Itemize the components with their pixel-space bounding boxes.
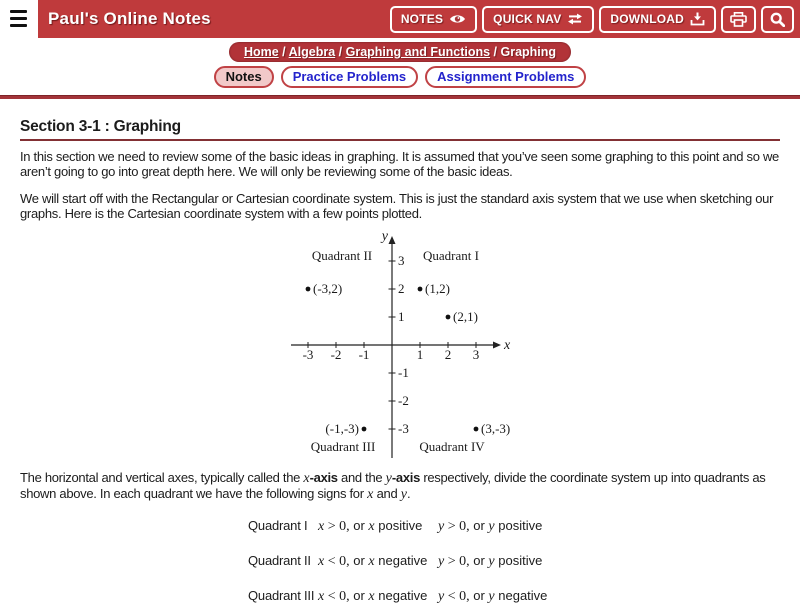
breadcrumb-current: Graphing <box>500 45 557 59</box>
notes-button[interactable] <box>390 6 477 33</box>
search-icon <box>770 12 785 27</box>
menu-button[interactable] <box>10 10 30 27</box>
print-icon <box>730 12 747 27</box>
quick-nav-button[interactable] <box>482 6 594 33</box>
coordinate-system-svg <box>275 227 525 465</box>
content <box>0 118 800 608</box>
paragraph-2: We will start off with the Rectangular or Cartesian coordinate system. This is just the standard axis system that we use when sketching our graphs. Here is the Cartesian coordinate system with a few points plotted. <box>20 191 774 221</box>
x-sign-expression: x < 0, or x negative <box>318 553 428 569</box>
notes-button-label: NOTES <box>400 12 444 26</box>
breadcrumb: Home / Algebra / Graphing and Functions / Graphing <box>229 42 571 62</box>
paragraph-3: The horizontal and vertical axes, typically called the x-axis and the y-axis respectively, divide the coordinate system up into quadrants as shown above. In each quadrant we have the following signs for x and y. <box>20 470 769 502</box>
cartesian-graph <box>20 227 780 465</box>
y-sign-expression: y > 0, or y positive <box>438 553 543 569</box>
svg-text:(3,-3): (3,-3) <box>481 421 511 436</box>
svg-text:Quadrant III: Quadrant III <box>310 439 376 454</box>
download-icon <box>690 12 705 26</box>
x-sign-expression: x > 0, or x positive <box>318 518 423 534</box>
section-heading: Section 3-1 : Graphing <box>20 118 780 141</box>
header-buttons <box>390 6 794 33</box>
math-x: x <box>367 487 374 502</box>
app-header <box>0 0 800 38</box>
svg-text:(2,1): (2,1) <box>453 309 478 324</box>
header-divider <box>0 95 800 99</box>
quick-nav-button-label: QUICK NAV <box>493 12 562 26</box>
svg-text:3: 3 <box>398 253 405 268</box>
svg-text:-2: -2 <box>398 393 409 408</box>
tab-practice-problems[interactable]: Practice Problems <box>281 66 418 88</box>
search-button[interactable] <box>761 6 794 33</box>
quadrant-sign-row-2 <box>248 553 780 573</box>
math-x: x <box>303 471 310 486</box>
svg-text:3: 3 <box>472 347 480 362</box>
paragraph-1: In this section we need to review some of the basic ideas in graphing. It is assumed that you’ve seen some graphing to this point and so we aren’t going to go into great depth here. We will only be reviewing some of the basic ideas. <box>20 149 779 179</box>
x-sign-expression: x < 0, or x negative <box>318 588 428 604</box>
svg-text:x: x <box>504 338 511 353</box>
quadrant-signs-list <box>248 518 780 608</box>
y-sign-expression: y < 0, or y negative <box>438 588 548 604</box>
eye-icon <box>449 13 466 25</box>
svg-text:(-1,-3): (-1,-3) <box>325 421 359 436</box>
svg-text:Quadrant IV: Quadrant IV <box>419 439 485 454</box>
swap-arrows-icon <box>567 13 583 25</box>
quadrant-sign-row-1 <box>248 518 780 538</box>
svg-text:1: 1 <box>398 309 405 324</box>
breadcrumb-separator: / <box>278 45 289 59</box>
tabs-row <box>0 66 800 88</box>
svg-text:-3: -3 <box>398 421 409 436</box>
site-title: Paul's Online Notes <box>48 9 211 28</box>
math-y: y <box>400 487 407 502</box>
svg-text:-1: -1 <box>398 365 409 380</box>
svg-text:-1: -1 <box>358 347 370 362</box>
tab-assignment-problems[interactable]: Assignment Problems <box>425 66 586 88</box>
math-y: y <box>385 471 392 486</box>
tab-notes[interactable]: Notes <box>214 66 274 88</box>
print-button[interactable] <box>721 6 756 33</box>
svg-text:Quadrant II: Quadrant II <box>311 248 373 263</box>
download-button[interactable] <box>599 6 716 33</box>
svg-text:y: y <box>381 229 388 244</box>
quadrant-sign-row-3 <box>248 588 780 608</box>
breadcrumb-link-graphing-and-functions[interactable]: Graphing and Functions <box>345 45 491 59</box>
svg-text:(-3,2): (-3,2) <box>313 281 343 296</box>
quadrant-label: Quadrant III <box>248 588 315 603</box>
hamburger-icon <box>10 10 27 13</box>
svg-text:1: 1 <box>416 347 424 362</box>
download-button-label: DOWNLOAD <box>610 12 684 26</box>
header-bar <box>38 0 800 38</box>
y-sign-expression: y > 0, or y positive <box>438 518 543 534</box>
breadcrumb-link-home[interactable]: Home <box>243 45 279 59</box>
quadrant-label: Quadrant I <box>248 518 308 533</box>
svg-text:2: 2 <box>444 347 452 362</box>
svg-text:2: 2 <box>398 281 405 296</box>
breadcrumb-row <box>0 42 800 62</box>
svg-text:-3: -3 <box>302 347 314 362</box>
breadcrumb-link-algebra[interactable]: Algebra <box>288 45 336 59</box>
svg-text:(1,2): (1,2) <box>425 281 450 296</box>
svg-text:-2: -2 <box>330 347 342 362</box>
quadrant-label: Quadrant II <box>248 553 311 568</box>
svg-text:Quadrant I: Quadrant I <box>423 248 479 263</box>
